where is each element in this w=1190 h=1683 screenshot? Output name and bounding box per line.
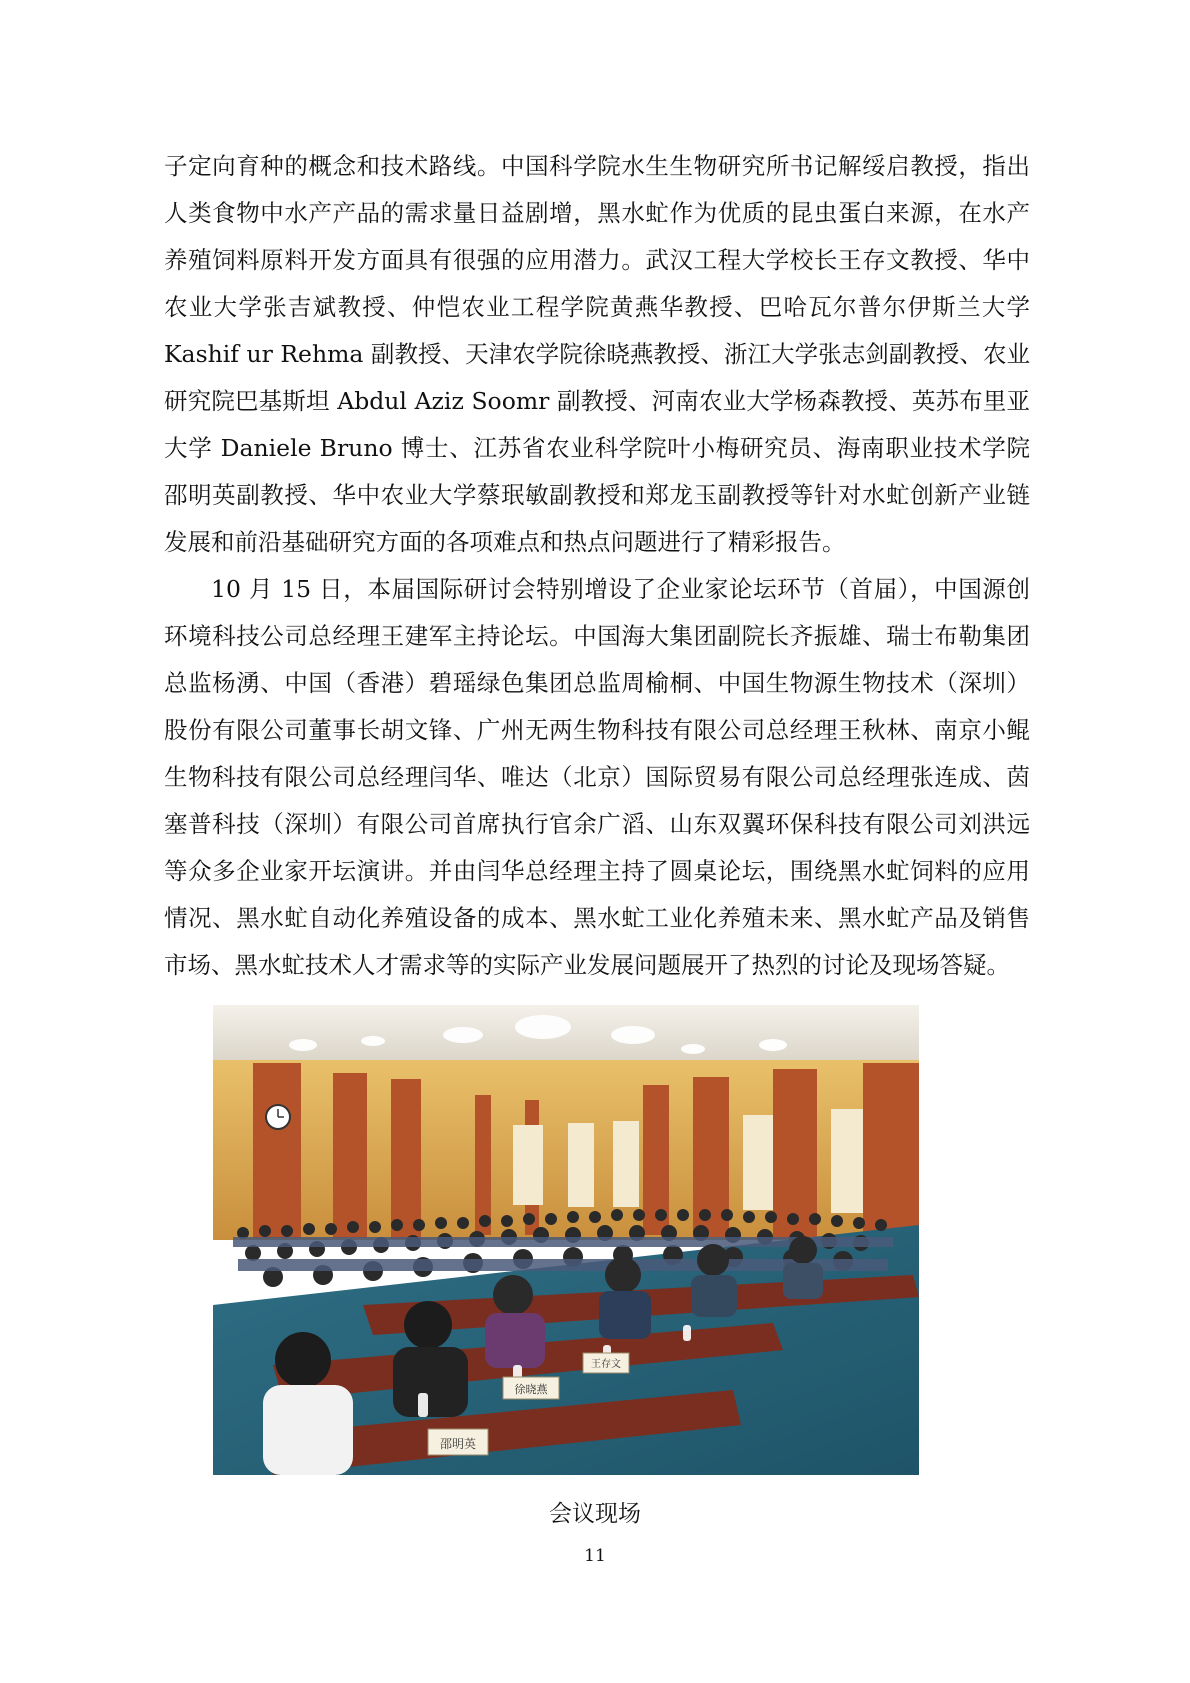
figure-caption: 会议现场 <box>549 1501 641 1527</box>
conference-photo <box>213 1005 919 1475</box>
name-card-3: 王存文 <box>591 1359 621 1370</box>
paragraph-speakers: 子定向育种的概念和技术路线。中国科学院水生生物研究所书记解绥启教授，指出人类食物中水产产品的需求量日益剧增，黑水虻作为优质的昆虫蛋白来源，在水产养殖饲料原料开发方面具有很强的应用潜力。武汉工程大学校长王存文教授、华中农业大学张吉斌教授、仲恺农业工程学院黄燕华教授、巴哈瓦尔普尔伊斯兰大学 Kashif ur Rehma 副教授、天津农学院徐晓燕教授、浙江大学张志剑副教授、农业研究院巴基斯坦 Abdul Aziz Soomr 副教授、河南农业大学杨森教授、英苏布里亚大学 Daniele Bruno 博士、江苏省农业科学院叶小梅研究员、海南职业技术学院邵明英副教授、华中农业大学蔡珉敏副教授和郑龙玉副教授等针对水虻创新产业链发展和前沿基础研究方面的各项难点和热点问题进行了精彩报告。 <box>164 152 1030 556</box>
body-text <box>164 143 1030 989</box>
name-card-2: 徐晓燕 <box>514 1383 548 1396</box>
name-card-1: 邵明英 <box>439 1437 477 1451</box>
paragraph-entrepreneur-forum: 10 月 15 日，本届国际研讨会特别增设了企业家论坛环节（首届），中国源创环境科技公司总经理王建军主持论坛。中国海大集团副院长齐振雄、瑞士布勒集团总监杨湧、中国（香港）碧瑶绿色集团总监周榆桐、中国生物源生物技术（深圳）股份有限公司董事长胡文锋、广州无两生物科技有限公司总经理王秋林、南京小鲲生物科技有限公司总经理闫华、唯达（北京）国际贸易有限公司总经理张连成、茵塞普科技（深圳）有限公司首席执行官余广滔、山东双翼环保科技有限公司刘洪远等众多企业家开坛演讲。并由闫华总经理主持了圆桌论坛，围绕黑水虻饲料的应用情况、黑水虻自动化养殖设备的成本、黑水虻工业化养殖未来、黑水虻产品及销售市场、黑水虻技术人才需求等的实际产业发展问题展开了热烈的讨论及现场答疑。 <box>164 575 1030 979</box>
page-number: 11 <box>584 1546 606 1566</box>
